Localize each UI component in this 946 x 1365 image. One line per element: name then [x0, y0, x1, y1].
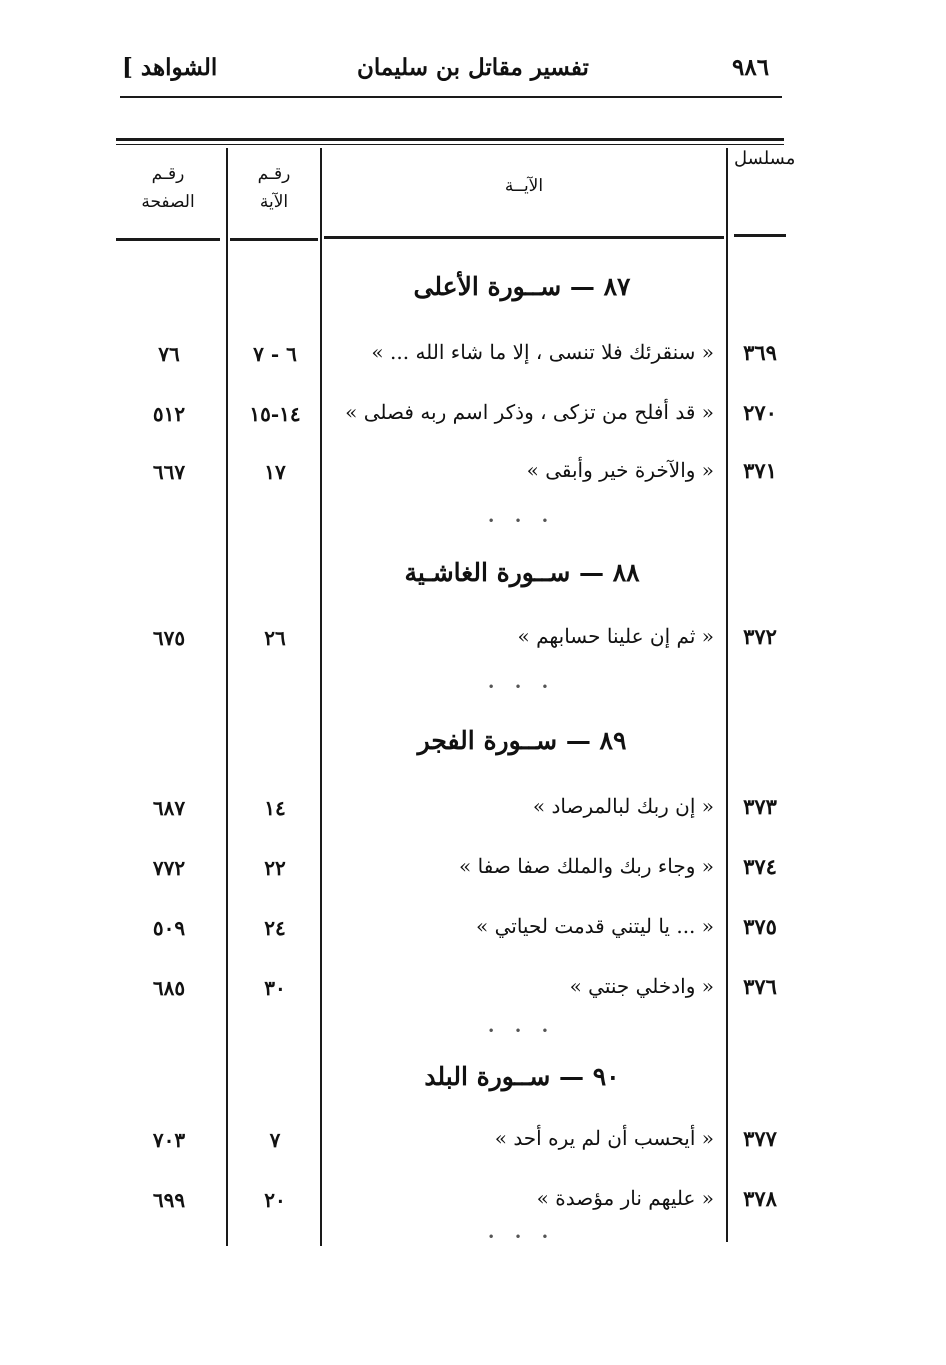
- row-verse: « سنقرئك فلا تنسى ، إلا ما شاء الله ... »: [371, 340, 714, 364]
- head-rule-seq: [734, 234, 786, 237]
- page-column-header-line: الصفحة: [141, 192, 195, 212]
- page-column-header-line: رقـم: [151, 164, 185, 184]
- table-top-rule: [116, 138, 784, 141]
- row-aya-number: ٢٠: [264, 1188, 286, 1212]
- row-verse: « والآخرة خير وأبقى »: [526, 458, 714, 482]
- row-page-number: ٥٠٩: [152, 916, 186, 940]
- row-verse: « وادخلي جنتي »: [569, 974, 714, 998]
- verse-column-header: الآيــة: [504, 176, 544, 196]
- row-page-number: ٦٦٧: [152, 460, 186, 484]
- row-aya-number: ١٧: [264, 460, 286, 484]
- row-page-number: ٥١٢: [152, 402, 186, 426]
- row-aya-number: ٧: [269, 1128, 281, 1152]
- surah-heading: ٨٧ — ســورة الأعلى: [413, 272, 631, 301]
- section-separator: • • •: [487, 1024, 557, 1038]
- row-aya-number: ٦ - ٧: [253, 342, 297, 366]
- aya-column-header-line: رقـم: [257, 164, 291, 184]
- row-sequence: ٣٧٢: [743, 624, 777, 649]
- row-page-number: ٧٠٣: [152, 1128, 186, 1152]
- surah-heading: ٩٠ — ســورة البلد: [424, 1062, 620, 1091]
- section-separator: • • •: [487, 1230, 557, 1244]
- row-aya-number: ٢٤: [264, 916, 286, 940]
- row-sequence: ٣٧٨: [743, 1186, 777, 1211]
- head-rule-verse: [324, 236, 724, 239]
- page-column-header: [116, 160, 220, 216]
- book-title: تفسير مقاتل بن سليمان: [357, 54, 589, 81]
- surah-heading: ٨٨ — ســورة الغاشـية: [404, 558, 640, 587]
- row-page-number: ٦٧٥: [152, 626, 186, 650]
- section-separator: • • •: [487, 680, 557, 694]
- aya-column-header: [230, 160, 318, 216]
- row-aya-number: ١٤: [264, 796, 286, 820]
- aya-column-header-line: الآية: [259, 192, 289, 212]
- row-aya-number: ١٤-١٥: [249, 402, 301, 426]
- row-page-number: ٦٩٩: [152, 1188, 186, 1212]
- head-rule-page: [116, 238, 220, 241]
- row-sequence: ٣٧٦: [743, 974, 777, 999]
- table-top-rule-thin: [116, 144, 784, 145]
- column-divider: [226, 148, 228, 1246]
- row-verse: « وجاء ربك والملك صفا صفا »: [459, 854, 714, 878]
- row-verse: « إن ربك لبالمرصاد »: [532, 794, 714, 818]
- row-aya-number: ٢٢: [264, 856, 286, 880]
- row-page-number: ٧٦: [158, 342, 180, 366]
- row-sequence: ٣٧٥: [743, 914, 777, 939]
- row-page-number: ٧٧٢: [152, 856, 186, 880]
- row-sequence: ٣٧٣: [743, 794, 777, 819]
- row-sequence: ٢٧٠: [743, 400, 777, 425]
- row-sequence: ٣٦٩: [743, 340, 777, 365]
- row-verse: « عليهم نار مؤصدة »: [536, 1186, 714, 1210]
- page-number: ٩٨٦: [732, 54, 770, 81]
- header-rule: [120, 96, 782, 98]
- row-page-number: ٦٨٥: [152, 976, 186, 1000]
- column-divider: [726, 148, 728, 1242]
- row-verse: « قد أفلح من تزكى ، وذكر اسم ربه فصلى »: [345, 400, 714, 424]
- row-page-number: ٦٨٧: [152, 796, 186, 820]
- section-title: [ الشواهد: [122, 54, 218, 81]
- row-aya-number: ٢٦: [264, 626, 286, 650]
- head-rule-aya: [230, 238, 318, 241]
- surah-heading: ٨٩ — ســورة الفجر: [417, 726, 627, 755]
- row-verse: « ثم إن علينا حسابهم »: [517, 624, 714, 648]
- row-sequence: ٣٧٧: [743, 1126, 777, 1151]
- sequence-column-header: مسلسل: [734, 148, 796, 169]
- row-sequence: ٣٧٤: [743, 854, 777, 879]
- section-separator: • • •: [487, 514, 557, 528]
- row-aya-number: ٣٠: [264, 976, 286, 1000]
- row-verse: « ... يا ليتني قدمت لحياتي »: [476, 914, 714, 938]
- row-sequence: ٣٧١: [743, 458, 777, 483]
- row-verse: « أيحسب أن لم يره أحد »: [494, 1126, 714, 1150]
